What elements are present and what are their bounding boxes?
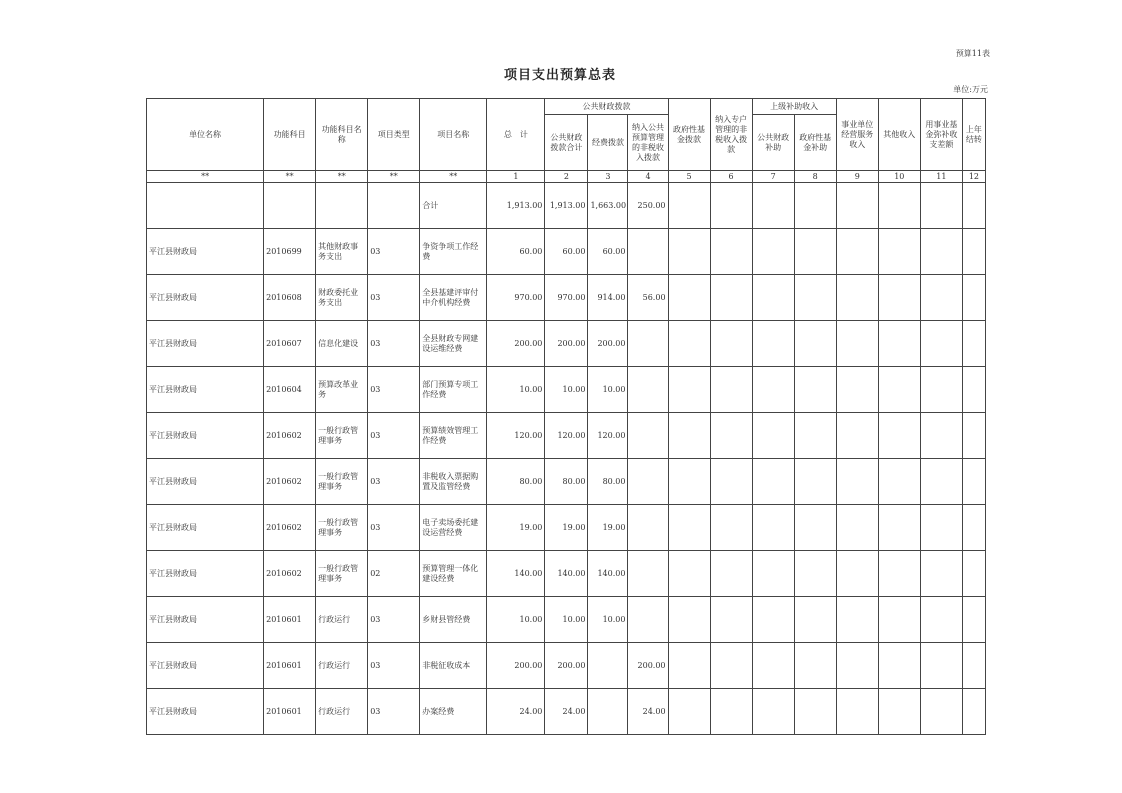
index-cell: 8 [794, 171, 836, 183]
cell-total: 200.00 [487, 643, 545, 689]
table-row [147, 321, 986, 367]
cell-business-funding [588, 689, 628, 735]
cell-project-name: 非税收入票据购置及监管经费 [420, 459, 487, 505]
cell-public-subtotal: 120.00 [545, 413, 588, 459]
index-cell: ** [316, 171, 368, 183]
empty-cell [962, 413, 985, 459]
cell-total: 19.00 [487, 505, 545, 551]
unit-label: 单位:万元 [953, 85, 988, 94]
empty-cell [836, 505, 878, 551]
cell-unit: 平江县财政局 [147, 643, 264, 689]
empty-cell [962, 505, 985, 551]
empty-cell [836, 689, 878, 735]
empty-cell [710, 689, 752, 735]
total-row [147, 183, 986, 229]
empty-cell [920, 643, 962, 689]
empty-cell [920, 367, 962, 413]
empty-cell [752, 367, 794, 413]
cell-budget-mgmt [628, 229, 668, 275]
empty-cell [836, 367, 878, 413]
empty-cell [836, 275, 878, 321]
table-row [147, 643, 986, 689]
empty-cell [794, 229, 836, 275]
cell-project-type: 03 [368, 459, 420, 505]
cell-business-funding: 19.00 [588, 505, 628, 551]
empty-cell [836, 459, 878, 505]
cell-total: 10.00 [487, 367, 545, 413]
cell-project-name: 乡财县管经费 [420, 597, 487, 643]
cell-unit: 平江县财政局 [147, 275, 264, 321]
empty-cell [752, 643, 794, 689]
cell-project-type: 03 [368, 321, 420, 367]
empty-cell [878, 551, 920, 597]
col-superior-subsidy-group: 上级补助收入 [752, 99, 836, 115]
empty-cell [878, 689, 920, 735]
index-cell: 7 [752, 171, 794, 183]
cell-func-code: 2010601 [264, 689, 316, 735]
cell-business-funding: 80.00 [588, 459, 628, 505]
cell-budget-mgmt [628, 321, 668, 367]
index-cell: ** [264, 171, 316, 183]
empty-cell [668, 413, 710, 459]
cell-unit: 平江县财政局 [147, 229, 264, 275]
empty-cell [752, 459, 794, 505]
cell-func-code: 2010601 [264, 597, 316, 643]
empty-cell [962, 367, 985, 413]
empty-cell [836, 643, 878, 689]
cell-project-type: 03 [368, 643, 420, 689]
cell-business-funding: 914.00 [588, 275, 628, 321]
cell-project-name: 预算管理一体化建设经费 [420, 551, 487, 597]
empty-cell [962, 229, 985, 275]
cell-total: 80.00 [487, 459, 545, 505]
cell-func-code: 2010604 [264, 367, 316, 413]
cell-total: 10.00 [487, 597, 545, 643]
cell-project-name: 部门预算专项工作经费 [420, 367, 487, 413]
cell-business-funding: 10.00 [588, 597, 628, 643]
cell-func-code: 2010602 [264, 505, 316, 551]
col-public-funding-subtotal: 公共财政拨款合计 [545, 115, 588, 171]
col-unit-name: 单位名称 [147, 99, 264, 171]
empty-cell [794, 505, 836, 551]
cell-func-name: 行政运行 [316, 689, 368, 735]
empty-cell [962, 459, 985, 505]
cell-public-subtotal: 80.00 [545, 459, 588, 505]
empty-cell [710, 459, 752, 505]
empty-cell [710, 275, 752, 321]
cell-unit: 平江县财政局 [147, 367, 264, 413]
empty-cell [878, 459, 920, 505]
col-public-finance-subsidy: 公共财政补助 [752, 115, 794, 171]
empty-cell [668, 229, 710, 275]
cell-business-funding [588, 643, 628, 689]
total-amount: 1,913.00 [487, 183, 545, 229]
table-row [147, 689, 986, 735]
cell-budget-mgmt [628, 413, 668, 459]
cell-func-code: 2010602 [264, 459, 316, 505]
empty-cell [752, 597, 794, 643]
empty-cell [794, 459, 836, 505]
cell-unit: 平江县财政局 [147, 459, 264, 505]
cell-func-name: 财政委托业务支出 [316, 275, 368, 321]
empty-cell [878, 275, 920, 321]
empty-cell [794, 413, 836, 459]
index-cell: 1 [487, 171, 545, 183]
empty-cell [752, 505, 794, 551]
cell-unit: 平江县财政局 [147, 689, 264, 735]
cell-budget-mgmt: 56.00 [628, 275, 668, 321]
cell-total: 140.00 [487, 551, 545, 597]
empty-cell [878, 643, 920, 689]
cell-project-type: 03 [368, 367, 420, 413]
cell-unit: 平江县财政局 [147, 413, 264, 459]
cell-unit: 平江县财政局 [147, 321, 264, 367]
cell-total: 970.00 [487, 275, 545, 321]
index-cell: 3 [588, 171, 628, 183]
total-business: 1,663.00 [588, 183, 628, 229]
col-project-type: 项目类型 [368, 99, 420, 171]
empty-cell [836, 597, 878, 643]
empty-cell [836, 551, 878, 597]
empty-cell [878, 505, 920, 551]
cell-project-name: 全县基建评审付中介机构经费 [420, 275, 487, 321]
cell-func-name: 一般行政管理事务 [316, 413, 368, 459]
empty-cell [878, 367, 920, 413]
col-project-name: 项目名称 [420, 99, 487, 171]
col-gov-fund: 政府性基金拨款 [668, 99, 710, 171]
cell-public-subtotal: 19.00 [545, 505, 588, 551]
cell-business-funding: 200.00 [588, 321, 628, 367]
table-row [147, 597, 986, 643]
cell-func-code: 2010607 [264, 321, 316, 367]
empty-cell [962, 321, 985, 367]
cell-project-type: 03 [368, 505, 420, 551]
table-row [147, 551, 986, 597]
cell-public-subtotal: 24.00 [545, 689, 588, 735]
empty-cell [710, 321, 752, 367]
cell-business-funding: 60.00 [588, 229, 628, 275]
cell-unit: 平江县财政局 [147, 505, 264, 551]
cell-func-name: 其他财政事务支出 [316, 229, 368, 275]
empty-cell [794, 321, 836, 367]
cell-budget-mgmt [628, 551, 668, 597]
cell-total: 60.00 [487, 229, 545, 275]
empty-cell [668, 275, 710, 321]
cell-func-name: 一般行政管理事务 [316, 505, 368, 551]
cell-project-type: 03 [368, 689, 420, 735]
empty-cell [710, 643, 752, 689]
col-fund-balance: 用事业基金弥补收支差额 [920, 99, 962, 171]
cell-budget-mgmt: 200.00 [628, 643, 668, 689]
cell-project-name: 预算绩效管理工作经费 [420, 413, 487, 459]
cell-func-name: 行政运行 [316, 643, 368, 689]
col-func-code: 功能科目 [264, 99, 316, 171]
cell-project-name: 电子卖场委托建设运营经费 [420, 505, 487, 551]
empty-cell [710, 413, 752, 459]
empty-cell [920, 229, 962, 275]
empty-cell [668, 459, 710, 505]
empty-cell [794, 689, 836, 735]
cell-func-name: 预算改革业务 [316, 367, 368, 413]
empty-cell [668, 551, 710, 597]
empty-cell [710, 367, 752, 413]
table-row [147, 229, 986, 275]
cell-project-name: 争资争项工作经费 [420, 229, 487, 275]
cell-public-subtotal: 10.00 [545, 367, 588, 413]
cell-total: 200.00 [487, 321, 545, 367]
empty-cell [710, 505, 752, 551]
cell-budget-mgmt [628, 367, 668, 413]
cell-public-subtotal: 140.00 [545, 551, 588, 597]
empty-cell [668, 643, 710, 689]
col-total: 总 计 [487, 99, 545, 171]
cell-project-name: 办案经费 [420, 689, 487, 735]
empty-cell [836, 229, 878, 275]
table-row [147, 459, 986, 505]
cell-func-name: 信息化建设 [316, 321, 368, 367]
page-title: 项目支出预算总表 [503, 68, 616, 83]
empty-cell [752, 551, 794, 597]
col-carryover: 上年结转 [962, 99, 985, 171]
cell-project-name: 全县财政专网建设运维经费 [420, 321, 487, 367]
cell-func-code: 2010602 [264, 551, 316, 597]
empty-cell [794, 367, 836, 413]
empty-cell [794, 597, 836, 643]
cell-func-code: 2010699 [264, 229, 316, 275]
empty-cell [668, 597, 710, 643]
col-func-name: 功能科目名称 [316, 99, 368, 171]
empty-cell [752, 413, 794, 459]
index-row [147, 171, 986, 183]
empty-cell [920, 551, 962, 597]
empty-cell [794, 643, 836, 689]
table-row [147, 413, 986, 459]
col-special-account: 纳入专户管理的非税收入拨款 [710, 99, 752, 171]
empty-cell [668, 689, 710, 735]
index-cell: 9 [836, 171, 878, 183]
cell-project-type: 03 [368, 229, 420, 275]
empty-cell [920, 459, 962, 505]
index-cell: 10 [878, 171, 920, 183]
empty-cell [752, 689, 794, 735]
empty-cell [752, 275, 794, 321]
index-cell: 11 [920, 171, 962, 183]
empty-cell [962, 551, 985, 597]
col-public-budget-mgmt: 纳入公共预算管理的非税收入拨款 [628, 115, 668, 171]
cell-func-name: 一般行政管理事务 [316, 459, 368, 505]
empty-cell [920, 505, 962, 551]
cell-project-type: 03 [368, 597, 420, 643]
cell-budget-mgmt: 24.00 [628, 689, 668, 735]
index-cell: 4 [628, 171, 668, 183]
total-budget-mgmt: 250.00 [628, 183, 668, 229]
empty-cell [752, 229, 794, 275]
empty-cell [668, 505, 710, 551]
empty-cell [920, 597, 962, 643]
cell-business-funding: 140.00 [588, 551, 628, 597]
total-subtotal: 1,913.00 [545, 183, 588, 229]
cell-unit: 平江县财政局 [147, 597, 264, 643]
empty-cell [878, 413, 920, 459]
cell-project-name: 非税征收成本 [420, 643, 487, 689]
empty-cell [710, 229, 752, 275]
cell-public-subtotal: 200.00 [545, 643, 588, 689]
empty-cell [920, 321, 962, 367]
table-row [147, 275, 986, 321]
cell-func-code: 2010608 [264, 275, 316, 321]
empty-cell [668, 321, 710, 367]
index-cell: 6 [710, 171, 752, 183]
empty-cell [878, 321, 920, 367]
empty-cell [710, 551, 752, 597]
cell-project-type: 02 [368, 551, 420, 597]
budget-table [146, 98, 986, 735]
index-cell: 5 [668, 171, 710, 183]
cell-budget-mgmt [628, 505, 668, 551]
col-gov-fund-subsidy: 政府性基金补助 [794, 115, 836, 171]
cell-budget-mgmt [628, 459, 668, 505]
cell-func-name: 一般行政管理事务 [316, 551, 368, 597]
col-business-funding: 经费拨款 [588, 115, 628, 171]
col-other-income: 其他收入 [878, 99, 920, 171]
cell-project-type: 03 [368, 413, 420, 459]
cell-total: 24.00 [487, 689, 545, 735]
empty-cell [962, 597, 985, 643]
empty-cell [836, 413, 878, 459]
empty-cell [710, 597, 752, 643]
empty-cell [794, 551, 836, 597]
cell-func-name: 行政运行 [316, 597, 368, 643]
cell-func-code: 2010601 [264, 643, 316, 689]
empty-cell [920, 413, 962, 459]
cell-public-subtotal: 200.00 [545, 321, 588, 367]
empty-cell [920, 275, 962, 321]
empty-cell [962, 643, 985, 689]
index-cell: 12 [962, 171, 985, 183]
cell-public-subtotal: 10.00 [545, 597, 588, 643]
table-row [147, 505, 986, 551]
col-public-service-income: 事业单位经营服务收入 [836, 99, 878, 171]
cell-func-code: 2010602 [264, 413, 316, 459]
form-number: 预算11表 [955, 49, 990, 58]
cell-business-funding: 10.00 [588, 367, 628, 413]
index-cell: ** [147, 171, 264, 183]
empty-cell [794, 275, 836, 321]
cell-business-funding: 120.00 [588, 413, 628, 459]
cell-project-type: 03 [368, 275, 420, 321]
cell-public-subtotal: 60.00 [545, 229, 588, 275]
empty-cell [668, 367, 710, 413]
total-label: 合计 [420, 183, 487, 229]
empty-cell [878, 229, 920, 275]
empty-cell [752, 321, 794, 367]
cell-public-subtotal: 970.00 [545, 275, 588, 321]
index-cell: 2 [545, 171, 588, 183]
empty-cell [920, 689, 962, 735]
empty-cell [962, 689, 985, 735]
index-cell: ** [420, 171, 487, 183]
cell-budget-mgmt [628, 597, 668, 643]
empty-cell [878, 597, 920, 643]
empty-cell [836, 321, 878, 367]
cell-total: 120.00 [487, 413, 545, 459]
table-row [147, 367, 986, 413]
cell-unit: 平江县财政局 [147, 551, 264, 597]
index-cell: ** [368, 171, 420, 183]
empty-cell [962, 275, 985, 321]
col-public-funding-group: 公共财政拨款 [545, 99, 668, 115]
